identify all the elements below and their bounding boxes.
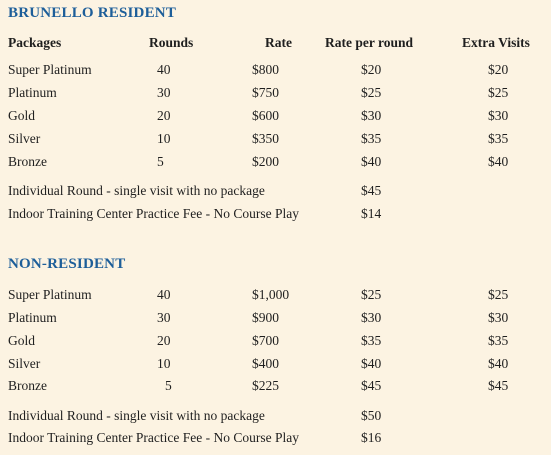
resident-rate-per-round: $30 xyxy=(361,108,382,123)
header-rate-per-round: Rate per round xyxy=(325,35,414,50)
nonresident-individual-round-price: $50 xyxy=(361,408,382,423)
nonresident-rounds: 20 xyxy=(157,333,171,348)
resident-individual-round-label: Individual Round - single visit with no package xyxy=(8,183,265,198)
resident-rounds: 20 xyxy=(157,108,171,123)
header-extra-visits: Extra Visits xyxy=(462,35,530,50)
nonresident-extra-visits: $25 xyxy=(488,287,509,302)
resident-rounds: 10 xyxy=(157,131,171,146)
resident-rounds: 40 xyxy=(157,62,171,77)
resident-rate-per-round: $40 xyxy=(361,154,382,169)
resident-individual-round-price: $45 xyxy=(361,183,382,198)
nonresident-rate: $225 xyxy=(252,378,279,393)
nonresident-rounds: 30 xyxy=(157,310,171,325)
resident-rate-per-round: $25 xyxy=(361,85,382,100)
nonresident-rate-per-round: $25 xyxy=(361,287,382,302)
nonresident-package-name: Silver xyxy=(8,356,41,371)
nonresident-rounds: 40 xyxy=(157,287,171,302)
nonresident-rate-per-round: $35 xyxy=(361,333,382,348)
nonresident-extra-visits: $30 xyxy=(488,310,509,325)
nonresident-extra-visits: $35 xyxy=(488,333,509,348)
resident-training-fee-price: $14 xyxy=(361,206,382,221)
nonresident-training-fee-price: $16 xyxy=(361,430,382,445)
nonresident-rounds: 10 xyxy=(157,356,171,371)
nonresident-extra-visits: $45 xyxy=(488,378,509,393)
resident-extra-visits: $40 xyxy=(488,154,509,169)
nonresident-rate-per-round: $30 xyxy=(361,310,382,325)
nonresident-training-fee-label: Indoor Training Center Practice Fee - No Course Play xyxy=(8,430,299,445)
resident-rate: $200 xyxy=(252,154,279,169)
resident-package-name: Platinum xyxy=(8,85,57,100)
nonresident-package-name: Platinum xyxy=(8,310,57,325)
resident-rate-per-round: $20 xyxy=(361,62,382,77)
resident-package-name: Silver xyxy=(8,131,41,146)
header-rate: Rate xyxy=(265,35,292,50)
resident-package-name: Bronze xyxy=(8,154,47,169)
resident-extra-visits: $25 xyxy=(488,85,509,100)
header-packages: Packages xyxy=(8,35,62,50)
nonresident-individual-round-label: Individual Round - single visit with no package xyxy=(8,408,265,423)
resident-package-name: Gold xyxy=(8,108,35,123)
nonresident-rate-per-round: $45 xyxy=(361,378,382,393)
nonresident-section-title: NON-RESIDENT xyxy=(8,256,126,272)
nonresident-rate: $400 xyxy=(252,356,279,371)
nonresident-package-name: Bronze xyxy=(8,378,47,393)
resident-rate: $350 xyxy=(252,131,279,146)
nonresident-rate: $1,000 xyxy=(252,287,290,302)
nonresident-package-name: Gold xyxy=(8,333,35,348)
resident-rounds: 30 xyxy=(157,85,171,100)
nonresident-extra-visits: $40 xyxy=(488,356,509,371)
resident-rounds: 5 xyxy=(157,154,164,169)
resident-extra-visits: $35 xyxy=(488,131,509,146)
resident-rate-per-round: $35 xyxy=(361,131,382,146)
nonresident-rate-per-round: $40 xyxy=(361,356,382,371)
resident-extra-visits: $20 xyxy=(488,62,509,77)
resident-rate: $600 xyxy=(252,108,279,123)
resident-section-title: BRUNELLO RESIDENT xyxy=(8,5,177,21)
nonresident-rounds: 5 xyxy=(165,378,172,393)
nonresident-rate: $700 xyxy=(252,333,279,348)
resident-rate: $800 xyxy=(252,62,279,77)
resident-training-fee-label: Indoor Training Center Practice Fee - No Course Play xyxy=(8,206,299,221)
nonresident-package-name: Super Platinum xyxy=(8,287,92,302)
nonresident-rate: $900 xyxy=(252,310,279,325)
resident-extra-visits: $30 xyxy=(488,108,509,123)
header-rounds: Rounds xyxy=(149,35,194,50)
resident-package-name: Super Platinum xyxy=(8,62,92,77)
resident-rate: $750 xyxy=(252,85,279,100)
